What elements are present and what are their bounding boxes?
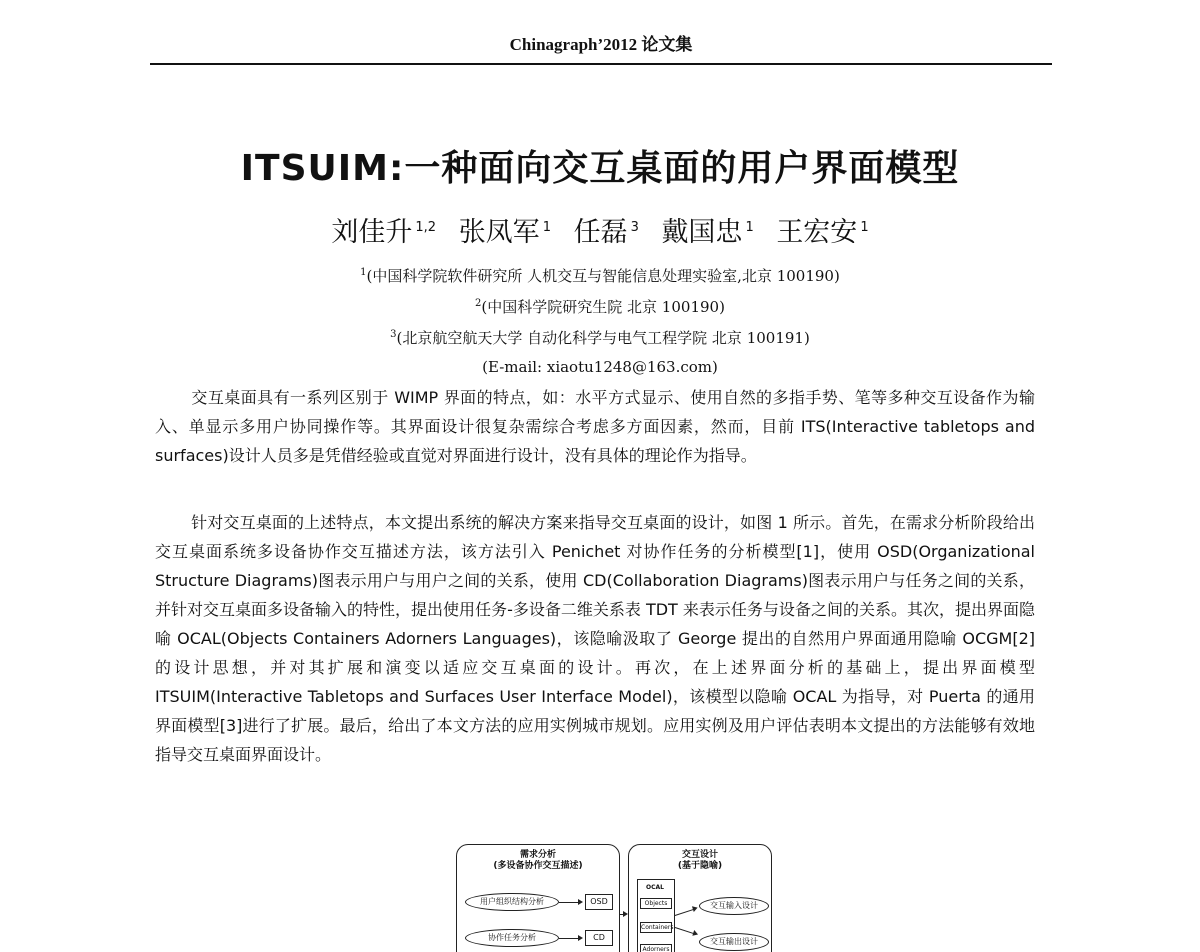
author-affil-mark: 1 — [542, 220, 551, 235]
author-name: 张凤军 — [458, 217, 540, 248]
panel-title — [629, 850, 771, 872]
flow-arrow — [559, 938, 581, 939]
author-affil-mark: 1 — [745, 220, 754, 235]
author-affil-mark: 3 — [630, 220, 639, 235]
panel-subtitle-line: (多设备协作交互描述) — [493, 861, 583, 871]
org-structure-analysis-node: 用户组织结构分析 — [465, 893, 559, 911]
interaction-design-panel — [628, 844, 772, 952]
panel-title-line: 交互设计 — [681, 850, 718, 860]
author-name: 王宏安 — [776, 217, 858, 248]
author — [661, 210, 753, 249]
panel-title-line: 需求分析 — [519, 850, 556, 860]
author — [776, 210, 868, 249]
affiliation-mark: 1 — [360, 267, 367, 278]
author-list — [0, 210, 1200, 249]
paragraph-text: 针对交互桌面的上述特点，本文提出系统的解决方案来指导交互桌面的设计，如图 1 所示。首先，在需求分析阶段给出交互桌面系统多设备协作交互描述方法，该方法引入 Penichet 对协作任务的分析模型[1]，使用 OSD(Organizational Structure Diagrams)图表示用户与用户之间的关系，使用 CD(Collaboration Diagrams)图表示用户与任务之间的关系，并针对交互桌面多设备输入的特性，提出使用任务-多设备二维关系表 TDT 来表示任务与设备之间的关系。其次，提出界面隐喻 OCAL(Objects Containers Adorners Languages)，该隐喻汲取了 George 提出的自然用户界面通用隐喻 OCGM[2]的设计思想，并对其扩展和演变以适应交互桌面的设计。再次，在上述界面分析的基础上，提出界面模型 ITSUIM(Interactive Tabletops and Surfaces User Interface Model)，该模型以隐喻 OCAL 为指导，对 Puerta 的通用界面模型[3]进行了扩展。最后，给出了本文方法的应用实例城市规划。应用实例及用户评估表明本文提出的方法能够有效地指导交互桌面界面设计。 — [155, 513, 1035, 764]
abstract-paragraph — [155, 383, 1035, 470]
author-affil-mark: 1,2 — [415, 220, 437, 235]
ocal-objects-node: Objects — [640, 898, 672, 909]
abstract-paragraph — [155, 508, 1035, 769]
panel-title — [457, 850, 619, 872]
collab-task-analysis-node: 协作任务分析 — [465, 929, 559, 947]
cd-node: CD — [585, 930, 613, 946]
author-name: 任磊 — [573, 217, 628, 248]
flow-arrow — [559, 902, 581, 903]
output-design-node: 交互输出设计 — [699, 933, 769, 951]
ocal-label: OCAL — [640, 883, 670, 892]
flow-arrow — [675, 927, 696, 935]
paragraph-text: 交互桌面具有一系列区别于 WIMP 界面的特点，如：水平方式显示、使用自然的多指手势、笔等多种交互设备作为输入、单显示多用户协同操作等。其界面设计很复杂需综合考虑多方面因素，然而，目前 ITS(Interactive tabletops and surfaces)设计人员多是凭借经验或直觉对界面进行设计，没有具体的理论作为指导。 — [155, 388, 1035, 465]
flow-arrow — [675, 908, 696, 916]
panel-subtitle-line: (基于隐喻) — [677, 861, 723, 871]
affiliation-text: (中国科学院研究生院 北京 100190) — [481, 298, 725, 316]
ocal-containers-node: Containers — [641, 924, 674, 931]
affiliation-text: (北京航空航天大学 自动化科学与电气工程学院 北京 100191) — [396, 329, 810, 347]
author-name: 戴国忠 — [661, 217, 743, 248]
author — [459, 210, 551, 249]
author-affil-mark: 1 — [860, 220, 869, 235]
figure-1-diagram — [456, 844, 776, 952]
affiliation — [0, 265, 1200, 286]
author-name: 刘佳升 — [331, 217, 413, 248]
affiliation-text: (中国科学院软件研究所 人机交互与智能信息处理实验室,北京 100190) — [366, 267, 840, 285]
requirements-analysis-panel — [456, 844, 620, 952]
ocal-frame — [637, 879, 675, 952]
affiliation — [0, 296, 1200, 317]
affiliation — [0, 327, 1200, 348]
affiliation-mark: 2 — [475, 298, 482, 309]
ocal-adorners-node: Adorners — [640, 944, 672, 952]
running-header: Chinagraph’2012 论文集 — [150, 30, 1052, 65]
affiliation-mark: 3 — [390, 329, 397, 340]
author — [574, 210, 639, 249]
paper-title: ITSUIM:一种面向交互桌面的用户界面模型 — [240, 148, 960, 189]
input-design-node: 交互输入设计 — [699, 897, 769, 915]
author-email: (E-mail: xiaotu1248@163.com) — [482, 358, 718, 376]
panel-connector-arrow — [619, 914, 626, 915]
osd-node: OSD — [585, 894, 613, 910]
author — [331, 210, 436, 249]
